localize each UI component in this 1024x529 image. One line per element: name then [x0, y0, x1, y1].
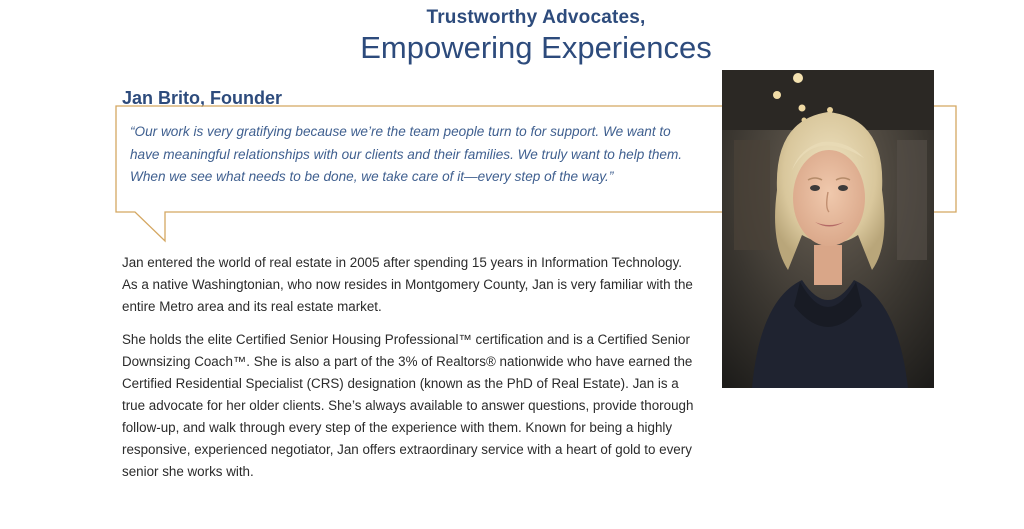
bio-paragraph: She holds the elite Certified Senior Housing Professional™ certification and is a Certified Senior Downsizing Coach™. She is also a part of the 3% of Realtors® nationwide who have earned the Certified Residential Specialist (CRS) designation (known as the PhD of Real Estate). Jan is a true advocate for her older clients. She’s always available to answer questions, provide thorough follow-up, and walk through every step of the experience with them. Known for being a highly responsive, experienced negotiator, Jan offers extraordinary service with a heart of gold to every senior she works with.: [122, 332, 694, 479]
heading-line-1: Trustworthy Advocates,: [426, 7, 646, 28]
heading-line-2: Empowering Experiences: [360, 30, 712, 65]
founder-quote: “Our work is very gratifying because we’re the team people turn to for support. We want to have meaningful relationships with our clients and their families. We truly want to help them. When we see what needs to be done, we take care of it—every step of the way.”: [130, 124, 683, 184]
bio-paragraph: Jan entered the world of real estate in 2005 after spending 15 years in Information Technology. As a native Washingtonian, who now resides in Montgomery County, Jan is very familiar with the entire Metro area and its real estate market.: [122, 255, 693, 314]
bio-section: [122, 252, 697, 494]
founder-photo: [722, 70, 934, 388]
founder-name: Jan Brito, Founder: [122, 88, 283, 108]
founder-portrait-icon: [722, 70, 934, 388]
